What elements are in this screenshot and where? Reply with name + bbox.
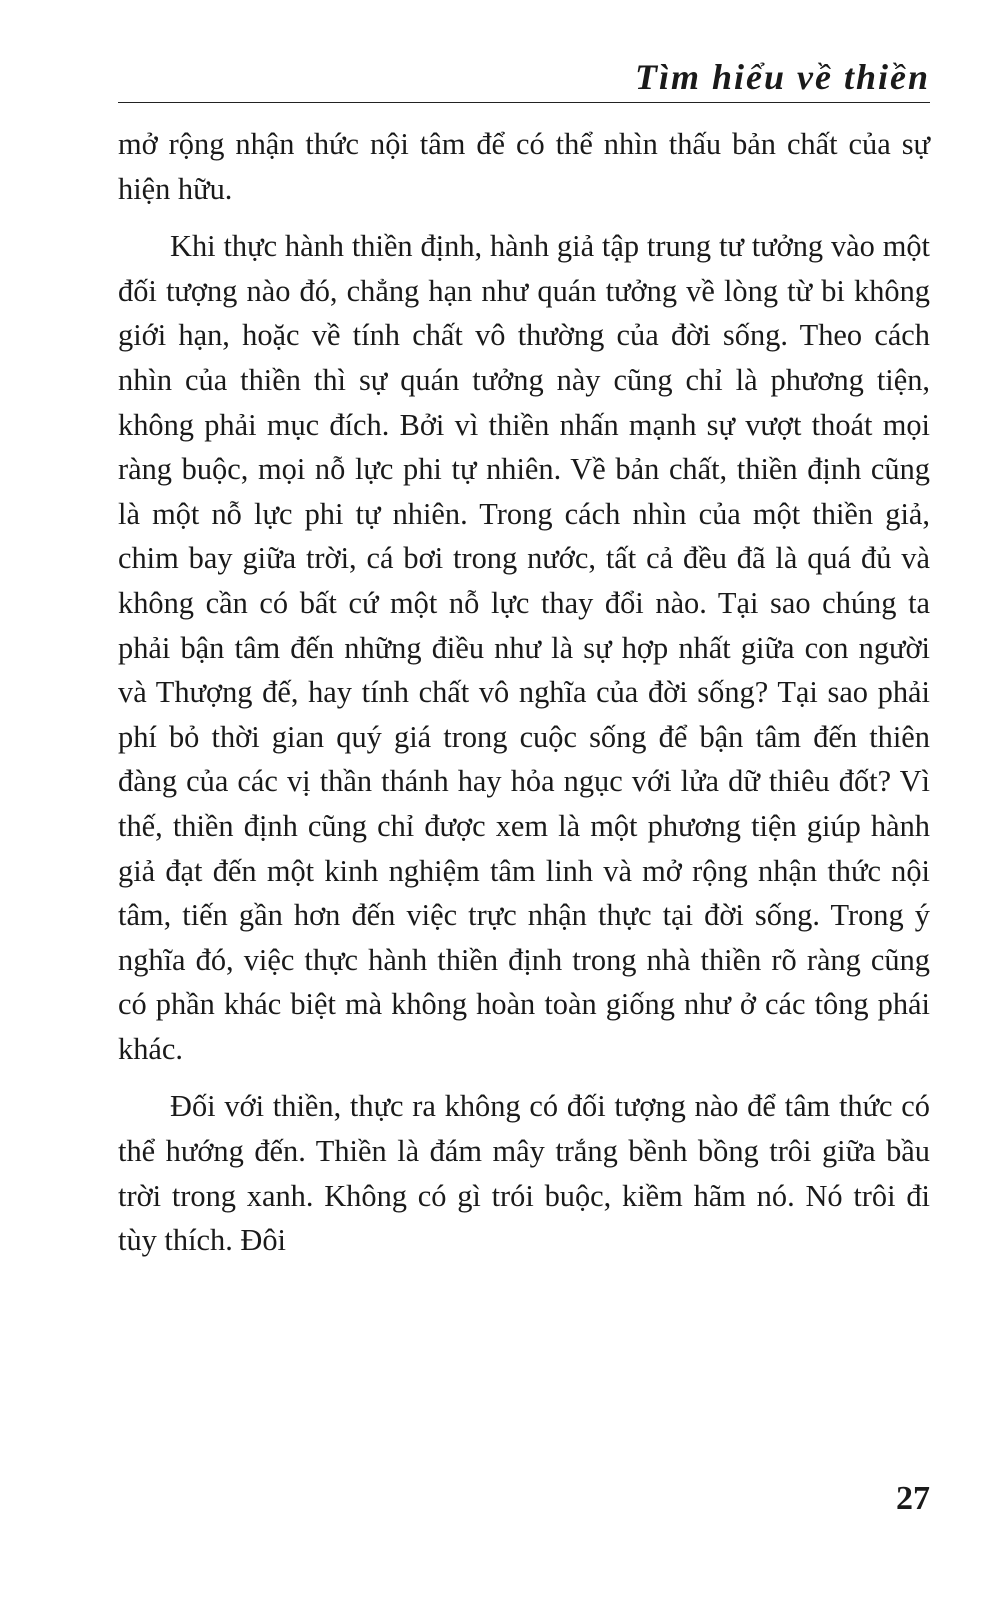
paragraph: Đối với thiền, thực ra không có đối tượng nào để tâm thức có thể hướng đến. Thiền là đám mây trắng bềnh bồng trôi giữa bầu trời trong xanh. Không có gì trói buộc, kiềm hãm nó. Nó trôi đi tùy thích. Đôi [118,1089,930,1258]
running-header [118,52,930,103]
page-number: 27 [896,1480,930,1517]
paragraph-continued: mở rộng nhận thức nội tâm để có thể nhìn thấu bản chất của sự hiện hữu. [118,127,930,206]
running-title: Tìm hiểu về thiền [635,57,930,97]
paragraph: Khi thực hành thiền định, hành giả tập trung tư tưởng vào một đối tượng nào đó, chẳng hạn như quán tưởng về lòng từ bi không giới hạn, hoặc về tính chất vô thường của đời sống. Theo cách nhìn của thiền thì sự quán tưởng này cũng chỉ là phương tiện, không phải mục đích. Bởi vì thiền nhấn mạnh sự vượt thoát mọi ràng buộc, mọi nỗ lực phi tự nhiên. Về bản chất, thiền định cũng là một nỗ lực phi tự nhiên. Trong cách nhìn của một thiền giả, chim bay giữa trời, cá bơi trong nước, tất cả đều đã là quá đủ và không cần có bất cứ một nỗ lực thay đổi nào. Tại sao chúng ta phải bận tâm đến những điều như là sự hợp nhất giữa con người và Thượng đế, hay tính chất vô nghĩa của đời sống? Tại sao phải phí bỏ thời gian quý giá trong cuộc sống để bận tâm đến thiên đàng của các vị thần thánh hay hỏa ngục với lửa dữ thiêu đốt? Vì thế, thiền định cũng chỉ được xem là một phương tiện giúp hành giả đạt đến một kinh nghiệm tâm linh và mở rộng nhận thức nội tâm, tiến gần hơn đến việc trực nhận thực tại đời sống. Trong ý nghĩa đó, việc thực hành thiền định trong nhà thiền rõ ràng cũng có phần khác biệt mà không hoàn toàn giống như ở các tông phái khác. [118,229,930,1066]
body-text [118,122,930,1263]
